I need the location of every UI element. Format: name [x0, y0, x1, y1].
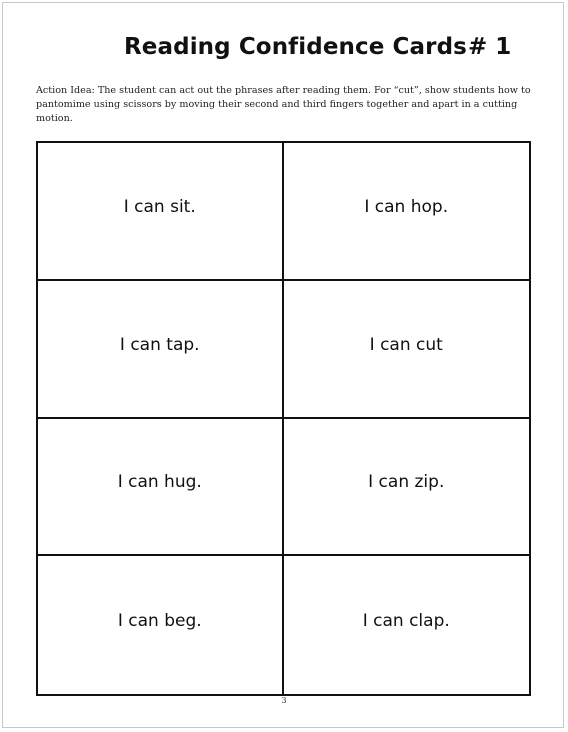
- card-label: I can hug.: [117, 472, 202, 493]
- card: [38, 556, 284, 694]
- card-label: I can tap.: [119, 334, 200, 355]
- page-title: [0, 30, 568, 70]
- card-label: I can zip.: [368, 472, 445, 493]
- card-label: I can clap.: [362, 611, 450, 632]
- card-label: I can sit.: [123, 196, 196, 217]
- card-label: I can hop.: [364, 196, 449, 217]
- card: [38, 143, 284, 281]
- card-label: I can cut: [369, 334, 443, 355]
- title-number: # 1: [468, 34, 512, 60]
- cards-grid: [36, 141, 531, 696]
- page-number: 3: [281, 696, 287, 705]
- action-idea-note: Action Idea: The student can act out the phrases after reading them. For “cut”, show students how to pantomime using scissors by moving their second and third fingers together and apart in a cutting motion.: [36, 85, 531, 124]
- card: [284, 556, 530, 694]
- card: [284, 143, 530, 281]
- card-label: I can beg.: [117, 611, 202, 632]
- title-text: Reading Confidence Cards: [124, 34, 467, 60]
- card: [284, 419, 530, 557]
- card: [38, 419, 284, 557]
- card: [38, 281, 284, 419]
- card: [284, 281, 530, 419]
